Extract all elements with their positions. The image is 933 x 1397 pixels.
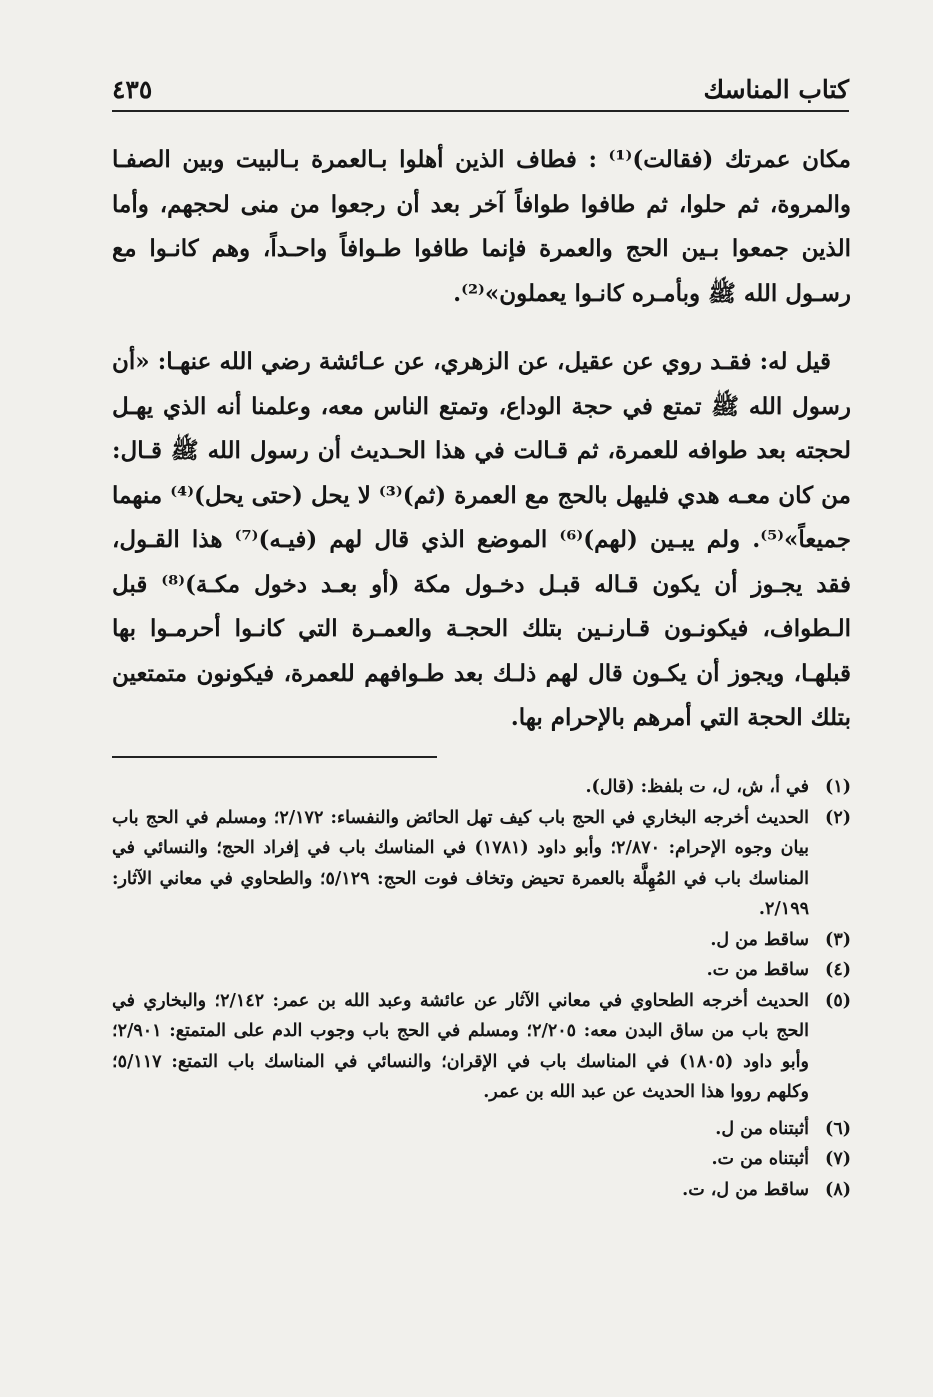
footnote-number: (٣)	[825, 929, 851, 950]
footnote-number: (٨)	[825, 1179, 851, 1200]
page-header	[112, 58, 849, 112]
footnote-item	[112, 1114, 851, 1145]
footnote-text: ساقط من ت.	[706, 960, 809, 980]
footnote-item	[112, 1144, 851, 1175]
footnote-number: (٢)	[825, 807, 851, 828]
footnotes-list	[112, 772, 851, 1205]
paragraph-1: مكان عمرتك (فقالت)⁽¹⁾ : فطاف الذين أهلوا بـالعمرة بـالبيت وبين الصفـا والمروة، ثم حلوا، ثم طافوا طوافاً آخر بعد أن رجعوا من منى لحجهم، وأما الذين جمعوا بـين الحج والعمرة فإنما طافوا طـوافاً واحـداً، وهم كانـوا مع رسـول الله ﷺ وبأمـره كانـوا يعملون»⁽²⁾.	[112, 146, 851, 307]
footnote-text: ساقط من ل، ت.	[682, 1179, 809, 1200]
footnote-text: أثبتناه من ل.	[715, 1118, 809, 1139]
paragraph-2: قيل له: فقـد روي عن عقيل، عن الزهري، عن عـائشة رضي الله عنهـا: «أن رسول الله ﷺ تمتع في حجة الوداع، وتمتع الناس معه، وعلمنا أنه الذي يهـل لحجته بعد طوافه للعمرة، ثم قـالت في هذا الحـديث أن رسول الله ﷺ قـال: من كان معـه هدي فليهل بالحج مع العمرة (ثم)⁽³⁾ لا يحل (حتى يحل)⁽⁴⁾ منهما جميعاً»⁽⁵⁾. ولم يبـين (لهم)⁽⁶⁾ الموضع الذي قال لهم (فيـه)⁽⁷⁾ هذا القـول، فقد يجـوز أن يكون قـاله قبـل دخـول مكة (أو بعـد دخول مكـة)⁽⁸⁾ قبل الـطواف، فيكونـون قـارنـين بتلك الحجـة والعمـرة التي كانـوا أحرمـوا بها قبلهـا، ويجوز أن يكـون قال لهم ذلـك بعد طـوافهم للعمرة، فيكونون متمتعين بتلك الحجة التي أمرهم بالإحرام بها.	[112, 348, 851, 731]
footnote-text: أثبتناه من ت.	[711, 1149, 809, 1169]
footnote-separator	[112, 756, 437, 758]
footnote-number: (٧)	[825, 1149, 851, 1169]
footnote-item	[112, 1175, 851, 1206]
footnote-number: (١)	[825, 777, 851, 797]
main-text	[112, 138, 851, 741]
footnote-text: الحديث أخرجه الطحاوي في معاني الآثار عن عائشة وعبد الله بن عمر: ٢/١٤٢؛ والبخاري في الحج باب من ساق البدن معه: ٢/٢٠٥؛ ومسلم في الحج باب وجوب الدم على المتمتع: ٢/٩٠١؛ وأبو داود (١٨٠٥) في المناسك باب في الإقران؛ والنسائي في المناسك باب التمتع: ٥/١١٧؛ وكلهم رووا هذا الحديث عن عبد الله بن عمر.	[112, 990, 809, 1102]
footnote-item	[112, 986, 851, 1108]
running-title: كتاب المناسك	[703, 75, 849, 104]
footnote-item	[112, 925, 851, 956]
footnote-item	[112, 772, 851, 803]
footnote-text: في أ، ش، ل، ت بلفظ: (قال).	[585, 777, 809, 797]
footnote-number: (٤)	[825, 960, 851, 980]
footnote-number: (٥)	[825, 990, 851, 1011]
footnote-number: (٦)	[825, 1118, 851, 1139]
footnote-item	[112, 955, 851, 986]
footnote-text: ساقط من ل.	[710, 929, 809, 950]
page-number: ٤٣٥	[112, 75, 153, 104]
footnote-item	[112, 803, 851, 925]
footnote-text: الحديث أخرجه البخاري في الحج باب كيف تهل الحائض والنفساء: ٢/١٧٢؛ ومسلم في الحج باب بيان وجوه الإحرام: ٢/٨٧٠؛ وأبو داود (١٧٨١) في المناسك باب في إفراد الحج؛ والنسائي في المناسك باب في المُهِلَّة بالعمرة تحيض وتخاف فوت الحج: ٥/١٢٩؛ والطحاوي في معاني الآثار: ٢/١٩٩.	[112, 807, 809, 919]
